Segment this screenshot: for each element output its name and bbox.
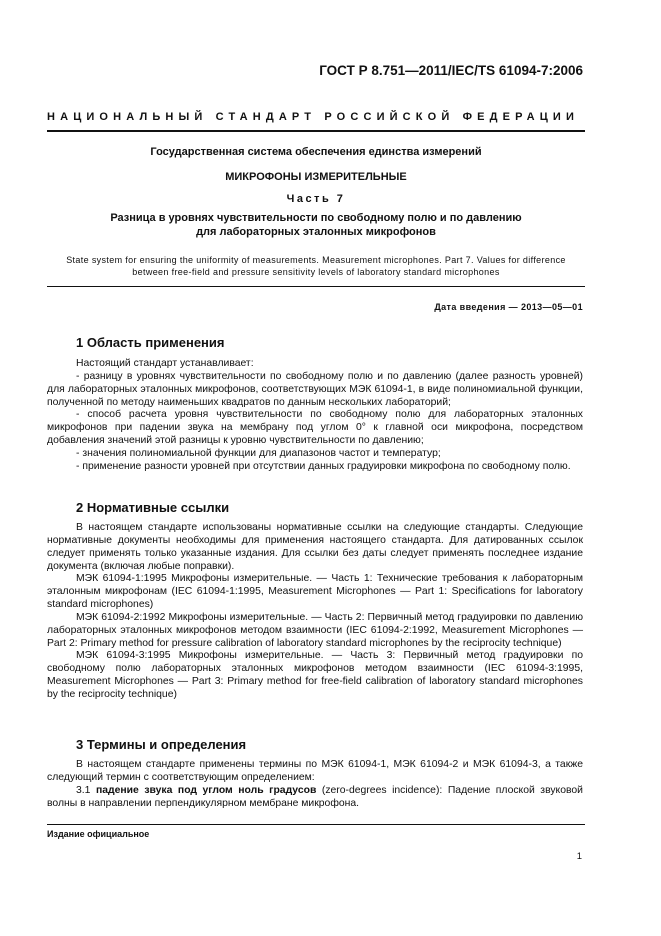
paragraph: - значения полиномиальной функции для диапазонов частот и температур; [76, 447, 441, 459]
english-title [47, 255, 585, 278]
section-heading-terms: 3 Термины и определения [76, 737, 247, 752]
top-divider [47, 130, 585, 132]
section-heading-references: 2 Нормативные ссылки [76, 500, 230, 515]
series-title: Государственная система обеспечения единства измерений [150, 146, 482, 158]
subtitle-line-2: для лабораторных эталонных микрофонов [196, 226, 436, 238]
document-subtitle [47, 211, 585, 239]
paragraph: - применение разности уровней при отсутствии данных градуировки микрофона по свободному полю. [76, 460, 571, 472]
reference-item: МЭК 61094-3:1995 Микрофоны измерительные. — Часть 3: Первичный метод градуировки по свободному полю лабораторных эталонных микрофонов методом взаимности (IEC 61094-3:1995, Measurement Microphones — Part 3: Primary method for free-field calibration of laboratory standard microphones by the reciprocity technique) [47, 650, 583, 700]
introduction-date: Дата введения — 2013—05—01 [434, 302, 583, 312]
part-label: Часть 7 [286, 193, 346, 205]
standard-code: ГОСТ Р 8.751—2011/IEC/TS 61094-7:2006 [319, 63, 583, 78]
subtitle-line-1: Разница в уровнях чувствительности по свободному полю и по давлению [110, 212, 522, 224]
reference-item: МЭК 61094-1:1995 Микрофоны измерительные. — Часть 1: Технические требования к лабораторным эталонным микрофонам (IEC 61094-1:1995, Measurement Microphones — Part 1: Specifications for laboratory standard microphones) [47, 573, 583, 611]
paragraph: - разницу в уровнях чувствительности по свободному полю и по давлению (далее разность уровней) для лабораторных эталонных микрофонов, соответствующих МЭК 61094-1, в виде полиномиальной функции, полученной по методу наименьших квадратов по данным нескольких лабораторий; [47, 370, 583, 408]
middle-divider [47, 286, 585, 287]
section-body-terms [47, 759, 583, 810]
term-name: падение звука под углом ноль градусов [95, 784, 317, 796]
document-title: МИКРОФОНЫ ИЗМЕРИТЕЛЬНЫЕ [225, 171, 407, 183]
paragraph: В настоящем стандарте применены термины по МЭК 61094-1, МЭК 61094-2 и МЭК 61094-3, а также следующий термин с соответствующим определением: [47, 759, 583, 783]
section-body-scope [47, 358, 583, 474]
page-number: 1 [576, 851, 582, 862]
reference-item: МЭК 61094-2:1992 Микрофоны измерительные. — Часть 2: Первичный метод градуировки по давлению лабораторных эталонных микрофонов методом взаимности (IEC 61094-2:1992, Measurement Microphones — Part 2: Primary method for pressure calibration of laboratory standard microphones by the reciprocity technique) [47, 611, 583, 649]
paragraph: В настоящем стандарте использованы нормативные ссылки на следующие стандарты. Следующие нормативные документы необходимы для применения настоящего стандарта. Для датированных ссылок следует применять только указанные издания. Для ссылки без даты следует применять последнее издание документа (включая любые поправки). [47, 522, 583, 572]
term-description: (zero-degrees incidence): Падение плоской звуковой волны в направлении перпендикулярном мембране микрофона. [47, 784, 583, 809]
paragraph: - способ расчета уровня чувствительности по свободному полю для лабораторных эталонных микрофонов при падении звука на мембрану под углом 0° к главной оси микрофона, посредством добавления значений этой разницы к уровню чувствительности по давлению; [47, 409, 583, 447]
section-body-references [47, 522, 583, 702]
paragraph: Настоящий стандарт устанавливает: [76, 358, 254, 369]
footer-divider [47, 824, 585, 825]
english-title-line-2: between free-field and pressure sensitivity levels of laboratory standard microphones [132, 266, 500, 277]
section-heading-scope: 1 Область применения [76, 335, 225, 350]
term-number: 3.1 [76, 784, 96, 796]
edition-note: Издание официальное [47, 829, 150, 839]
english-title-line-1: State system for ensuring the uniformity of measurements. Measurement microphones. Part 7. Values for difference [66, 255, 566, 265]
national-standard-banner: НАЦИОНАЛЬНЫЙ СТАНДАРТ РОССИЙСКОЙ ФЕДЕРАЦИИ [47, 111, 580, 123]
term-definition [47, 785, 583, 811]
